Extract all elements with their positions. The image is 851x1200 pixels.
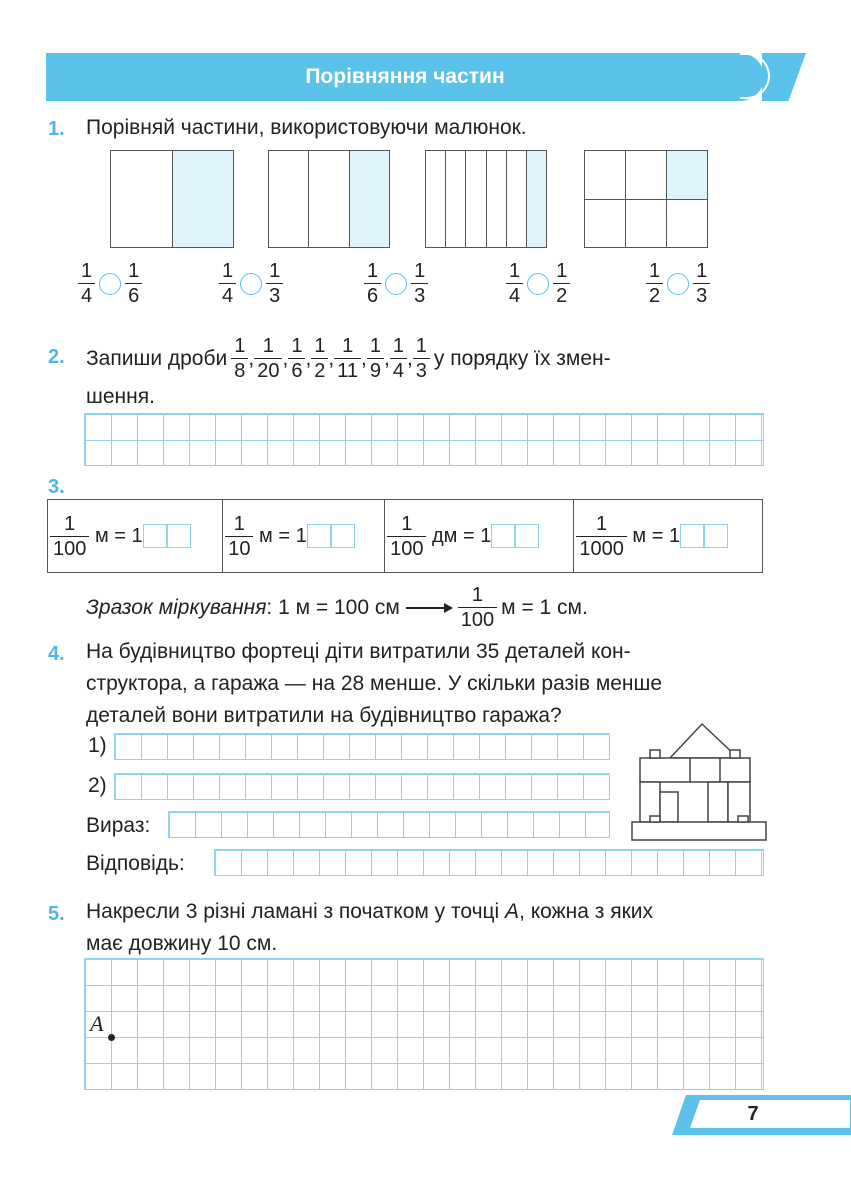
conversion-cell-4: $\frac{1}{1000}$ м = 1: [574, 500, 763, 573]
fraction: $\frac{1}{4}$: [219, 261, 236, 306]
compare-pair-1: [78, 261, 142, 306]
answer-box[interactable]: [143, 524, 167, 548]
compare-pair-3: [364, 261, 428, 306]
compare-circle[interactable]: [527, 273, 549, 295]
task2-text: [86, 336, 611, 381]
task2-text-line2: шення.: [86, 385, 155, 408]
fraction: $\frac{1}{6}$: [288, 336, 305, 381]
answer-grid-step2[interactable]: [114, 773, 610, 800]
comma: ,: [282, 346, 289, 370]
compare-circle[interactable]: [667, 273, 689, 295]
conversion-cell-3: $\frac{1}{100}$ дм = 1: [385, 500, 574, 573]
answer-grid-answer[interactable]: [214, 849, 764, 876]
fraction-picture-halves: [110, 150, 234, 248]
task3-sample: [86, 585, 588, 630]
compare-circle[interactable]: [240, 273, 262, 295]
comma: ,: [328, 346, 335, 370]
fraction-picture-sixths: [425, 150, 547, 248]
fraction: $\frac{1}{6}$: [364, 261, 381, 306]
answer-grid-expression[interactable]: [168, 811, 610, 838]
comma: ,: [383, 346, 390, 370]
answer-label: Відповідь:: [86, 852, 185, 875]
fraction: $\frac{1}{4}$: [78, 261, 95, 306]
answer-grid-step1[interactable]: [114, 733, 610, 760]
point-a-dot: [108, 1034, 115, 1041]
comma: ,: [305, 346, 312, 370]
task2-text-after: у порядку їх змен-: [433, 346, 611, 370]
fraction-picture-sixths-grid: [584, 150, 708, 248]
comma: ,: [406, 346, 413, 370]
task5-line1-before: Накресли 3 різні ламані з початком у точці: [86, 900, 506, 923]
task1-text: Порівняй частини, використовуючи малюнок.: [86, 116, 527, 139]
answer-box[interactable]: [331, 524, 355, 548]
sample-text: : 1 м = 100 см: [266, 595, 400, 619]
expression-label: Вираз:: [86, 814, 151, 837]
answer-box[interactable]: [704, 524, 728, 548]
fraction: $\frac{1}{100}$: [458, 585, 497, 630]
comma: ,: [248, 346, 255, 370]
task5-line1: [86, 896, 653, 928]
drawing-grid[interactable]: [84, 958, 764, 1090]
answer-box[interactable]: [491, 524, 515, 548]
fraction: $\frac{1}{2}$: [311, 336, 328, 381]
conversion-cell-2: $\frac{1}{10}$ м = 1: [223, 500, 385, 573]
compare-pair-2: [219, 261, 283, 306]
answer-box[interactable]: [167, 524, 191, 548]
task4-number: 4.: [48, 643, 65, 665]
task4-line1: На будівництво фортеці діти витратили 35 деталей кон-: [86, 640, 631, 663]
conversion-cell-1: $\frac{1}{100}$ м = 1: [48, 500, 223, 573]
fraction: $\frac{1}{9}$: [367, 336, 384, 381]
comma: ,: [361, 346, 367, 370]
task2-number: 2.: [48, 346, 65, 368]
answer-grid-task2[interactable]: [84, 413, 764, 466]
fraction: $\frac{1}{3}$: [693, 261, 710, 306]
point-a-label: A: [90, 1011, 104, 1036]
fraction: $\frac{1}{3}$: [411, 261, 428, 306]
fraction: $\frac{1}{4}$: [390, 336, 407, 381]
task5-line2: має довжину 10 см.: [86, 932, 278, 955]
sample-end: м = 1 см.: [501, 595, 588, 619]
fraction-picture-thirds: [268, 150, 390, 248]
step2-label: 2): [88, 774, 107, 797]
task2-text-before: Запиши дроби: [86, 346, 228, 370]
answer-box[interactable]: [307, 524, 331, 548]
fraction: $\frac{1}{11}$: [334, 336, 361, 381]
sample-label: Зразок міркування: [86, 595, 267, 619]
fraction: $\frac{1}{3}$: [413, 336, 430, 381]
compare-pair-4: [506, 261, 570, 306]
lego-castle-illustration: [630, 720, 770, 848]
answer-box[interactable]: [515, 524, 539, 548]
task5-line1-after: , кожна з яких: [519, 900, 654, 923]
page-number: 7: [747, 1103, 759, 1125]
compare-circle[interactable]: [385, 273, 407, 295]
fraction: $\frac{1}{8}$: [231, 336, 248, 381]
fraction: $\frac{1}{20}$: [254, 336, 282, 381]
task4-line2: структора, а гаража — на 28 менше. У скільки разів менше: [86, 672, 663, 695]
task4-line3: деталей вони витратили на будівництво гаража?: [86, 704, 562, 727]
compare-circle[interactable]: [99, 273, 121, 295]
fraction: $\frac{1}{6}$: [125, 261, 142, 306]
answer-box[interactable]: [680, 524, 704, 548]
page-number-box: [690, 1100, 850, 1128]
fraction: $\frac{1}{2}$: [646, 261, 663, 306]
fraction: $\frac{1}{4}$: [506, 261, 523, 306]
point-label-inline: A: [505, 900, 520, 923]
fraction: $\frac{1}{2}$: [553, 261, 570, 306]
compare-pair-5: [646, 261, 710, 306]
task1-number: 1.: [48, 118, 65, 140]
unit-conversion-table: [47, 499, 763, 573]
arrow-right-icon: [404, 601, 454, 615]
task3-number: 3.: [48, 476, 65, 498]
page-title: Порівняння частин: [305, 65, 505, 88]
step1-label: 1): [88, 734, 107, 757]
fraction: $\frac{1}{3}$: [266, 261, 283, 306]
task5-number: 5.: [48, 903, 65, 925]
